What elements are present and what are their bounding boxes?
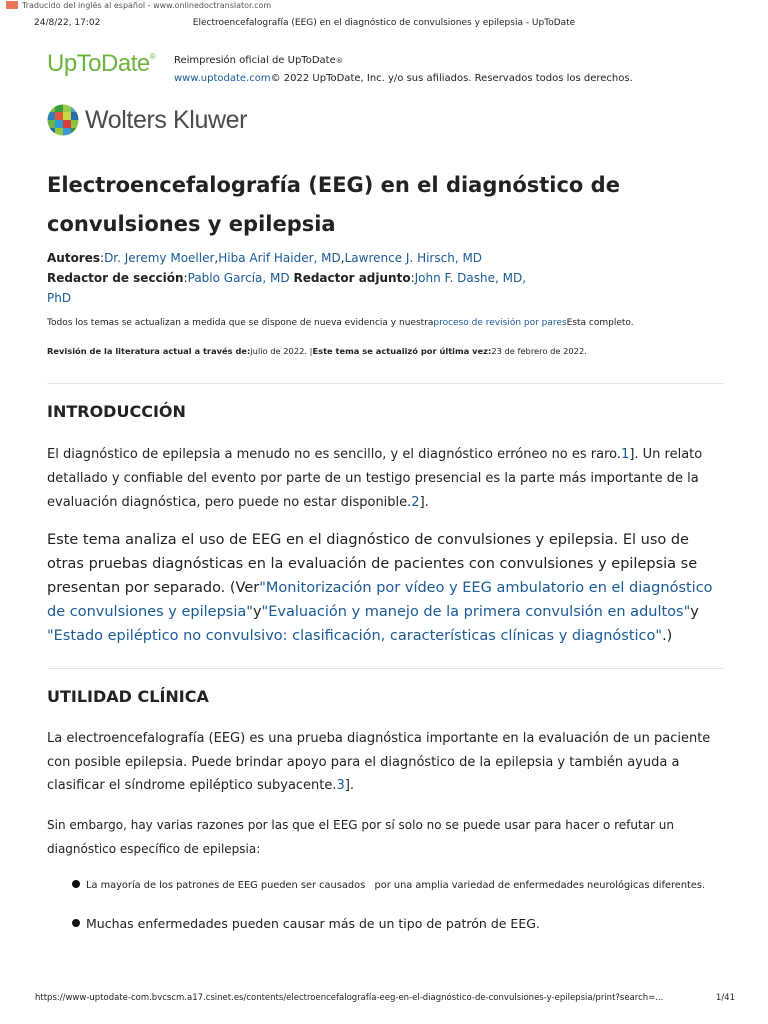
wolters-kluwer-mark-icon (47, 104, 79, 136)
uptodate-logo-text: UpToDate (47, 50, 150, 77)
intro-p1-text: El diagnóstico de epilepsia a menudo no es sencillo, y el diagnóstico erróneo no es raro. (47, 447, 622, 462)
intro-paragraph-1 (47, 443, 719, 515)
section-editor-link[interactable]: Pablo García, MD (187, 271, 290, 285)
print-title: Electroencefalografía (EEG) en el diagnóstico de convulsiones y epilepsia - UpToDate (192, 18, 576, 28)
uptodate-logo (47, 50, 155, 78)
reprint-label: Reimpresión oficial de UpToDate (174, 55, 336, 66)
intro-p2-conj-2: y (690, 604, 699, 620)
author-link-hirsch[interactable]: Lawrence J. Hirsch, MD (344, 251, 483, 265)
divider (47, 668, 723, 669)
translator-icon (6, 1, 18, 9)
list-item (70, 912, 710, 936)
peer-review-link[interactable]: proceso de revisión por pares (433, 318, 567, 328)
section-heading-introduccion: INTRODUCCIÓN (47, 402, 186, 421)
section-editor-label: Redactor de sección (47, 271, 184, 285)
reprint-line (174, 52, 633, 70)
copyright-text: © 2022 UpToDate, Inc. y/o sus afiliados. Reservados todos los derechos. (270, 73, 633, 84)
print-date: 24/8/22, 17:02 (34, 18, 101, 28)
bullet-icon (72, 919, 80, 927)
limitations-list (70, 874, 710, 936)
reprint-mark: ® (335, 57, 343, 65)
uptodate-site-link[interactable]: www.uptodate.com (174, 73, 271, 84)
intro-p2-end: .) (662, 628, 673, 644)
authors-block: Autores:Dr. Jeremy Moeller,Hiba Arif Haider, MD,Lawrence J. Hirsch, MD Redactor de sección:Pablo García, MD Redactor adjunto:John F. Dashe, MD, PhD (47, 251, 527, 305)
reference-link-2[interactable]: 2 (411, 495, 420, 510)
review-separator: | (307, 346, 313, 356)
clinical-p1-text: La electroencefalografía (EEG) es una prueba diagnóstica importante en la evaluación de un paciente con posible epilepsia. Puede brindar apoyo para el diagnóstico de la epilepsia y también ayuda a clasificar el síndrome epiléptico subyacente. (47, 731, 711, 793)
topic-link-video-eeg[interactable]: "Monitorización por vídeo y EEG ambulatorio en el diagnóstico de convulsiones y epilepsia" (47, 580, 713, 620)
uptodate-logo-mark: ® (149, 52, 156, 61)
list-item-text: La mayoría de los patrones de EEG pueden ser causados por una amplia variedad de enfermedades neurológicas diferentes. (86, 880, 706, 891)
intro-p2-text: Este tema analiza el uso de EEG en el diagnóstico de convulsiones y epilepsia. El uso de otras pruebas diagnósticas en la evaluación de pacientes con convulsiones y epilepsia se presentan por separado. (Ver (47, 532, 698, 596)
footer-url: https://www-uptodate-com.bvcscm.a17.csinet.es/contents/electroencefalografía-eeg-en-el-diagnóstico-de-convulsiones-y-epilepsia/print?search=... (35, 993, 664, 1003)
last-updated-date: 23 de febrero de 2022. (491, 346, 587, 356)
intro-p2-conj-1: y (252, 604, 262, 620)
clinical-paragraph-2: Sin embargo, hay varias razones por las que el EEG por sí solo no se puede usar para hacer o refutar un diagnóstico específico de epilepsia: (47, 818, 675, 856)
clinical-paragraph-1 (47, 727, 719, 798)
lit-review-date: julio de 2022. (250, 346, 308, 356)
authors-label: Autores (47, 251, 101, 265)
list-item-text: Muchas enfermedades pueden causar más de un tipo de patrón de EEG. (86, 916, 540, 931)
topic-link-first-seizure[interactable]: "Evaluación y manejo de la primera convulsión en adultos" (261, 604, 691, 620)
intro-paragraph-2 (47, 528, 719, 648)
wolters-kluwer-text: Wolters Kluwer (85, 105, 248, 134)
wolters-kluwer-logo (47, 104, 247, 136)
reference-link-1[interactable]: 1 (621, 447, 630, 462)
deputy-editor-label: Redactor adjunto (293, 271, 411, 285)
reference-link-3[interactable]: 3 (336, 778, 345, 793)
intro-p1-text-3: ]. (419, 495, 429, 510)
copyright-line (174, 70, 633, 87)
update-policy-note (47, 318, 634, 328)
topic-link-status-epilepticus[interactable]: "Estado epiléptico no convulsivo: clasificación, características clínicas y diagnóstico" (47, 628, 663, 644)
reprint-block (174, 52, 633, 87)
translation-notice-text: Traducido del inglés al español - www.onlinedoctranslator.com (22, 0, 272, 10)
divider (47, 383, 723, 384)
article-title: Electroencefalografía (EEG) en el diagnóstico de convulsiones y epilepsia (47, 173, 620, 236)
update-policy-text: Todos los temas se actualizan a medida que se dispone de nueva evidencia y nuestra (47, 318, 434, 328)
lit-review-label: Revisión de la literatura actual a través de: (47, 346, 251, 356)
list-item (70, 874, 710, 912)
author-link-haider[interactable]: Hiba Arif Haider, MD (218, 251, 341, 265)
section-heading-utilidad-clinica: UTILIDAD CLÍNICA (47, 687, 209, 706)
intro-p1-text-2: ]. Un relato detallado y confiable del evento por parte de un testigo presencial es la parte más importante de la evaluación diagnóstica, pero puede no estar disponible. (47, 447, 703, 510)
page-number: 1/41 (715, 993, 735, 1003)
bullet-icon (72, 880, 80, 888)
update-policy-text-end: Esta completo. (566, 318, 634, 328)
clinical-p1-text-2: ]. (344, 778, 355, 793)
translation-notice[interactable] (0, 0, 271, 10)
review-dates (47, 346, 587, 356)
author-link-moeller[interactable]: Dr. Jeremy Moeller (104, 251, 215, 265)
last-updated-label: Este tema se actualizó por última vez: (312, 346, 492, 356)
deputy-editor-link[interactable]: John F. Dashe, MD, PhD (47, 271, 527, 305)
